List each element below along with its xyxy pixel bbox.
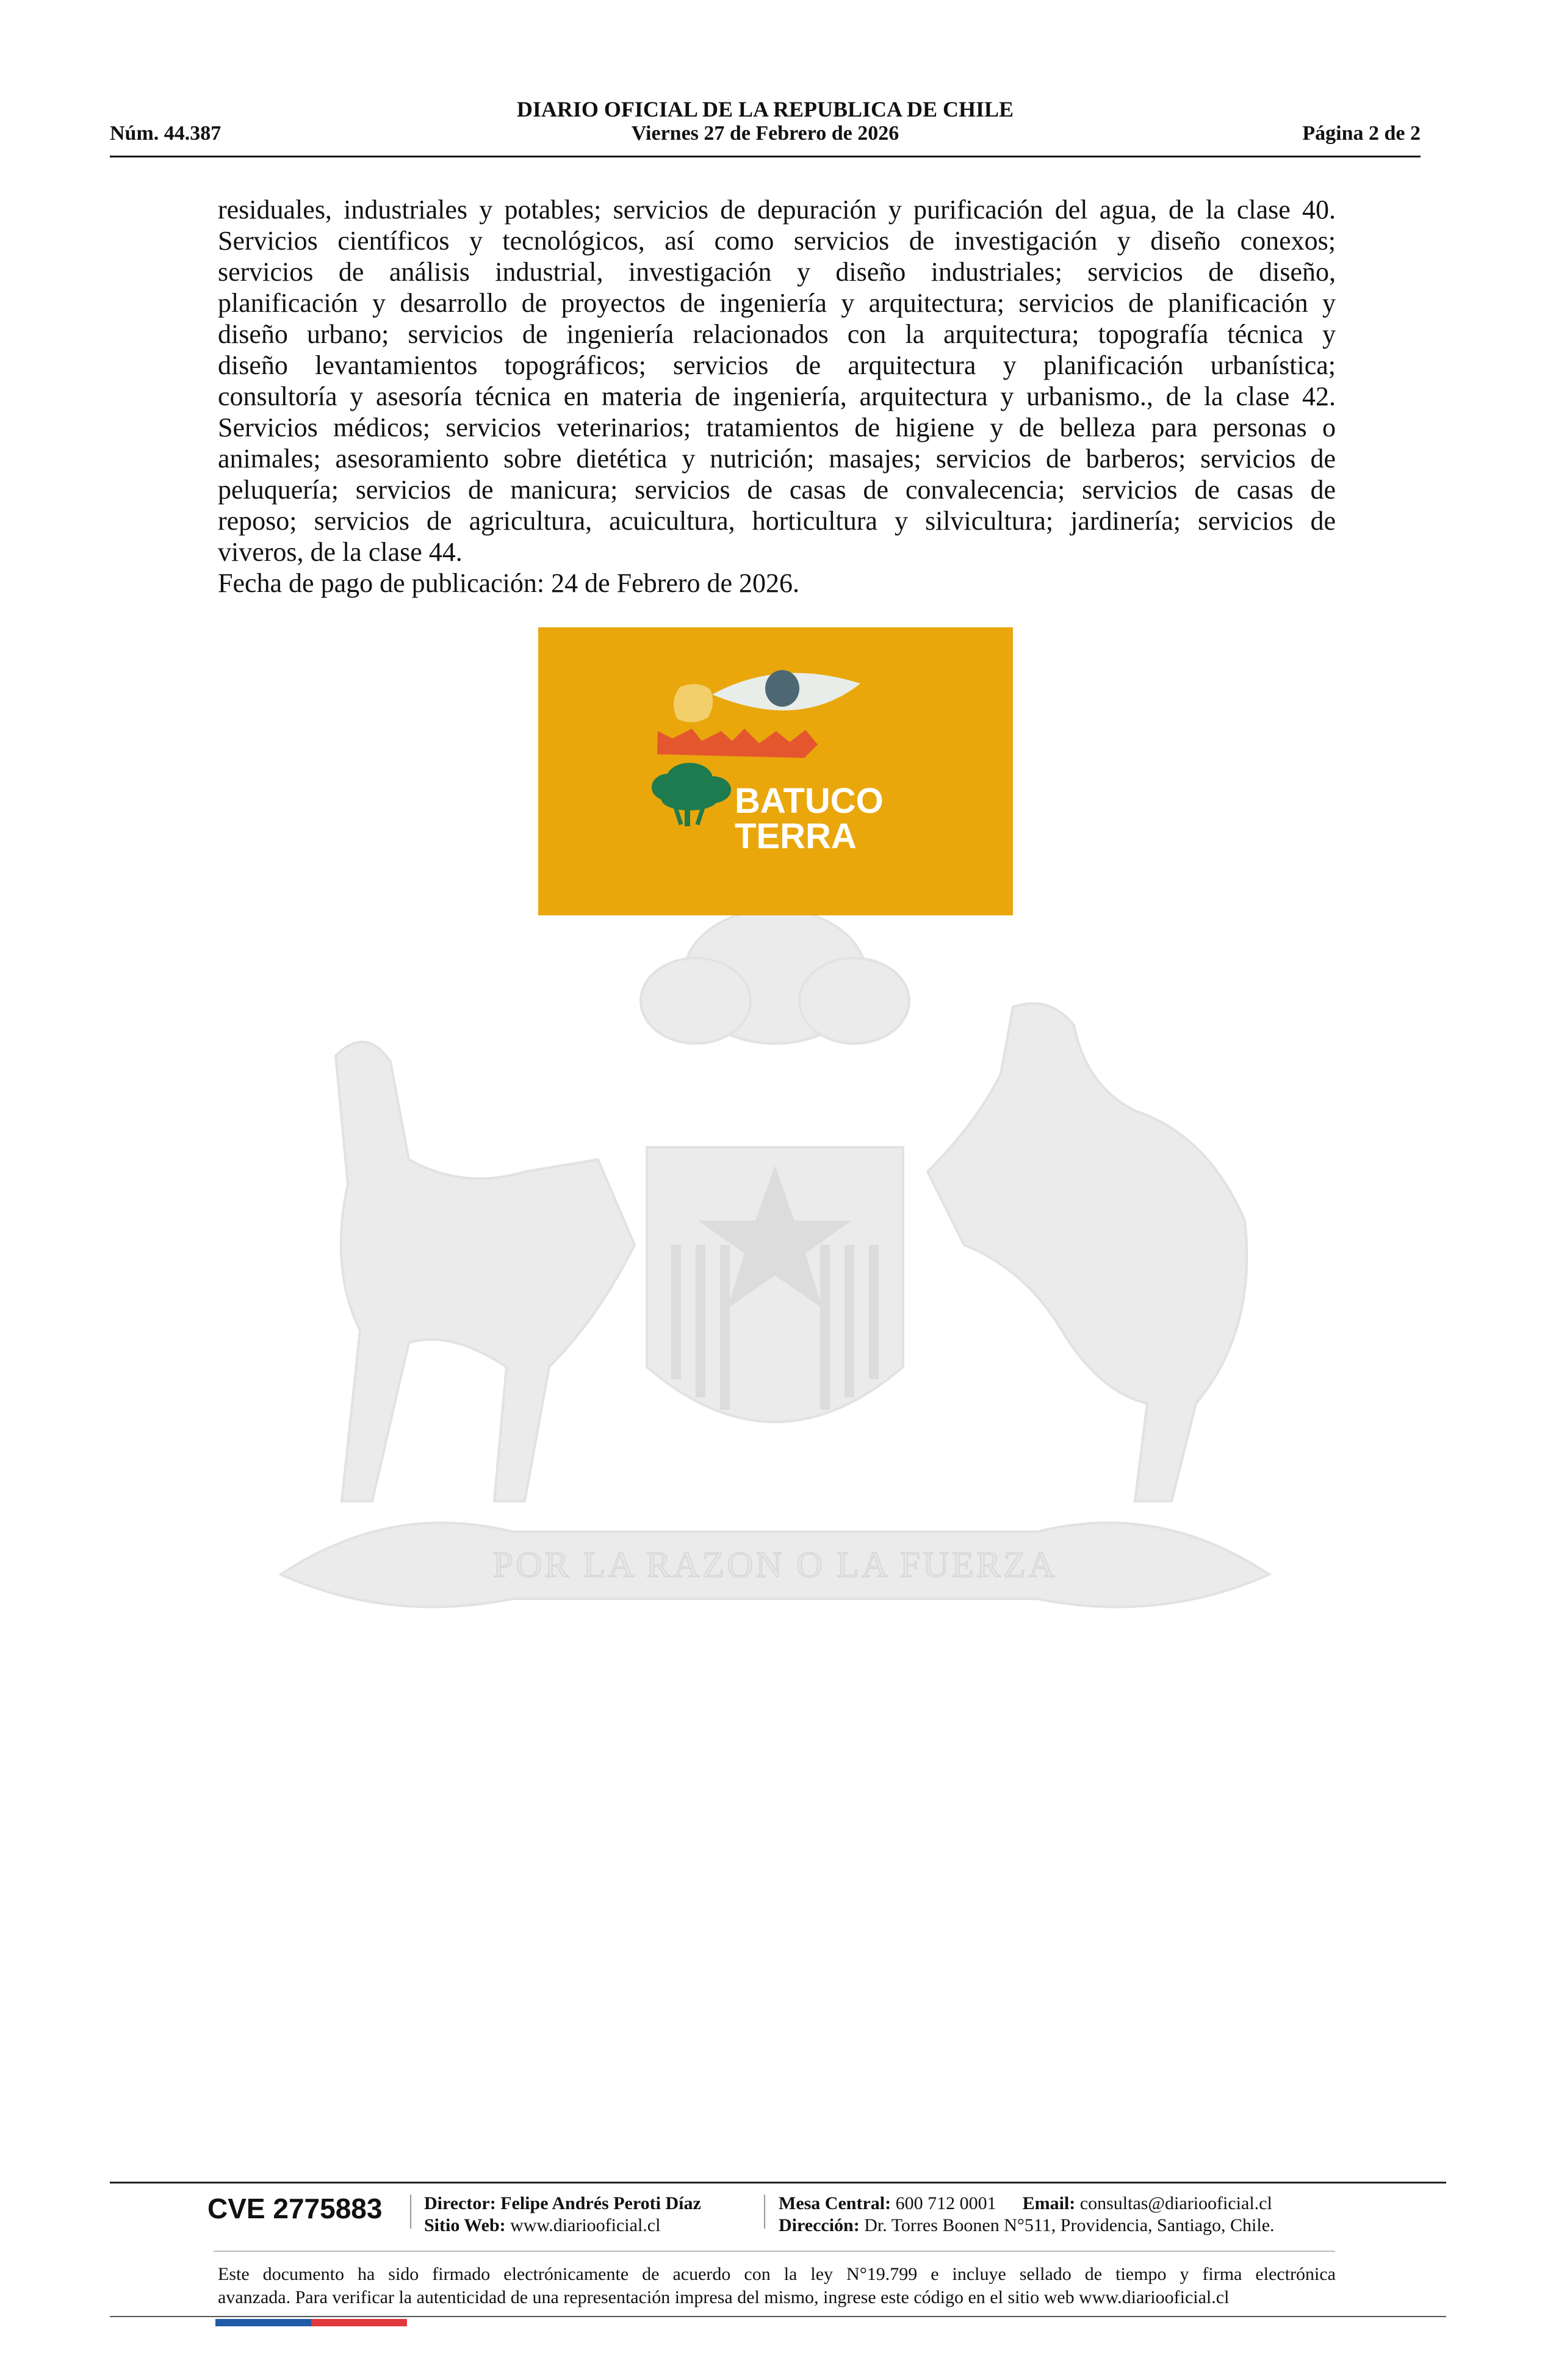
body-line: Servicios científicos y tecnológicos, así como servicios de investigación y diseño conexos; — [218, 226, 1336, 256]
body-line: animales; asesoramiento sobre dietética y nutrición; masajes; servicios de barberos; servicios de — [218, 444, 1336, 474]
footer-separator — [410, 2194, 411, 2229]
body-line: Servicios médicos; servicios veterinarios; tratamientos de higiene y de belleza para personas o — [218, 413, 1336, 442]
legal-line: avanzada. Para verificar la autenticidad de una representación impresa del mismo, ingrese este código en el sitio web www.diariooficial.cl — [218, 2287, 1230, 2307]
website-label: Sitio Web: — [424, 2215, 506, 2235]
body-line: diseño urbano; servicios de ingeniería relacionados con la arquitectura; topografía técnica y — [218, 319, 1336, 349]
page-header — [110, 93, 1421, 160]
pupil-icon — [765, 670, 799, 707]
tree-icon — [652, 763, 731, 826]
mountains-icon — [657, 729, 818, 758]
body-line: diseño levantamientos topográficos; servicios de arquitectura y planificación urbanística; — [218, 350, 1336, 380]
logo-text-line2: TERRA — [735, 817, 857, 856]
payment-date: Fecha de pago de publicación: 24 de Febrero de 2026. — [218, 568, 800, 598]
logo-text-line1: BATUCO — [735, 781, 884, 821]
contact-info — [779, 2193, 1272, 2214]
address-info — [779, 2215, 1275, 2236]
body-line: residuales, industriales y potables; servicios de depuración y purificación del agua, de la clase 40. — [218, 195, 1336, 225]
flag-stripe-red — [311, 2319, 407, 2326]
director-info — [424, 2193, 701, 2214]
body-text — [218, 194, 1336, 599]
logo-artwork — [538, 627, 1013, 915]
body-line: reposo; servicios de agricultura, acuicultura, horticultura y silvicultura; jardinería; servicios de — [218, 506, 1336, 536]
legal-notice — [218, 2263, 1336, 2309]
body-line: peluquería; servicios de manicura; servicios de casas de convalecencia; servicios de casas de — [218, 475, 1336, 505]
flag-stripe-blue — [215, 2319, 311, 2326]
coat-of-arms-icon — [207, 903, 1342, 1660]
footer-separator — [764, 2194, 765, 2229]
director-label: Director: — [424, 2193, 496, 2213]
website-info — [424, 2215, 660, 2236]
batuco-terra-logo — [538, 627, 1013, 915]
watermark-motto: POR LA RAZON O LA FUERZA — [492, 1545, 1057, 1585]
cve-code: CVE 2775883 — [207, 2193, 383, 2224]
page-number: Página 2 de 2 — [1302, 122, 1421, 145]
director-name: Felipe Andrés Peroti Díaz — [500, 2193, 701, 2213]
footer-divider — [110, 2182, 1446, 2183]
address-label: Dirección: — [779, 2215, 860, 2235]
newspaper-title: DIARIO OFICIAL DE LA REPUBLICA DE CHILE — [516, 97, 1014, 121]
body-line: planificación y desarrollo de proyectos de ingeniería y arquitectura; servicios de planificación y — [218, 288, 1336, 318]
phone-value: 600 712 0001 — [895, 2193, 996, 2213]
website-link[interactable]: www.diariooficial.cl — [510, 2215, 661, 2235]
phone-label: Mesa Central: — [779, 2193, 891, 2213]
header-divider — [110, 156, 1421, 157]
email-link[interactable]: consultas@diariooficial.cl — [1079, 2193, 1272, 2213]
body-line: consultoría y asesoría técnica en materia de ingeniería, arquitectura y urbanismo., de la clase 42. — [218, 381, 1336, 411]
email-label: Email: — [1022, 2193, 1076, 2213]
sun-icon — [674, 684, 713, 723]
footer-thin-divider — [214, 2251, 1335, 2252]
issue-date: Viernes 27 de Febrero de 2026 — [631, 122, 899, 145]
body-line: servicios de análisis industrial, investigación y diseño industriales; servicios de diseño, — [218, 257, 1336, 287]
body-line: viveros, de la clase 44. — [218, 537, 463, 567]
footer-bottom-divider — [110, 2316, 1446, 2317]
legal-line: Este documento ha sido firmado electrónicamente de acuerdo con la ley N°19.799 e incluye sellado de tiempo y firma electrónica — [218, 2264, 1336, 2284]
address-value: Dr. Torres Boonen N°511, Providencia, Santiago, Chile. — [864, 2215, 1275, 2235]
issue-number: Núm. 44.387 — [110, 122, 222, 145]
